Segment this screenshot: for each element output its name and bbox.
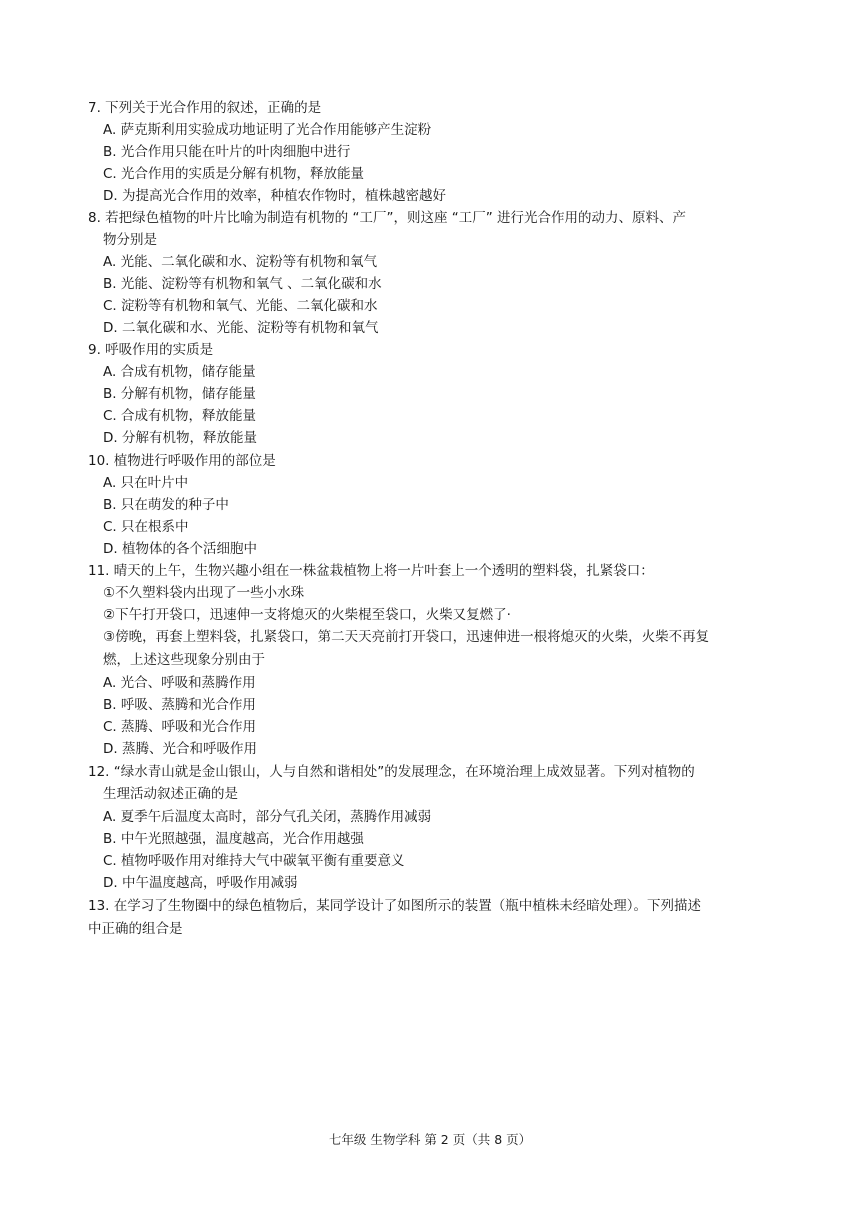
question-8-option-a: A. 光能、二氧化碳和水、淀粉等有机物和氧气: [103, 254, 378, 270]
question-8-option-c: C. 淀粉等有机物和氧气、光能、二氧化碳和水: [103, 298, 378, 314]
question-10-option-b: B. 只在萌发的种子中: [103, 497, 229, 513]
question-7-stem: 7. 下列关于光合作用的叙述，正确的是: [88, 100, 322, 116]
question-10-stem: 10. 植物进行呼吸作用的部位是: [88, 453, 276, 469]
question-8-option-b: B. 光能、淀粉等有机物和氧气 、二氧化碳和水: [103, 276, 382, 292]
question-12-option-b: B. 中午光照越强，温度越高，光合作用越强: [103, 831, 364, 847]
question-11-stem-continued: 燃，上述这些现象分别由于: [103, 652, 265, 668]
question-9-option-b: B. 分解有机物，储存能量: [103, 386, 256, 402]
page-footer: 七年级 生物学科 第 2 页（共 8 页）: [328, 1132, 532, 1147]
question-8-stem: 8. 若把绿色植物的叶片比喻为制造有机物的 “工厂”，则这座 “工厂” 进行光合作用的动力、原料、产: [88, 210, 687, 226]
question-12-option-a: A. 夏季午后温度太高时，部分气孔关闭，蒸腾作用减弱: [103, 809, 432, 825]
question-8-option-d: D. 二氧化碳和水、光能、淀粉等有机物和氧气: [103, 320, 379, 336]
question-12-stem-continued: 生理活动叙述正确的是: [103, 786, 238, 802]
question-7-option-d: D. 为提高光合作用的效率，种植农作物时，植株越密越好: [103, 188, 446, 204]
question-12-option-d: D. 中午温度越高，呼吸作用减弱: [103, 875, 298, 891]
question-11-observation-1: ①不久塑料袋内出现了一些小水珠: [103, 585, 305, 601]
question-7-option-a: A. 萨克斯利用实验成功地证明了光合作用能够产生淀粉: [103, 122, 432, 138]
question-13-stem: 13. 在学习了生物圈中的绿色植物后，某同学设计了如图所示的装置（瓶中植株未经暗处理）。下列描述: [88, 898, 702, 914]
question-9-stem: 9. 呼吸作用的实质是: [88, 342, 214, 358]
question-10-option-c: C. 只在根系中: [103, 519, 189, 535]
question-7-option-b: B. 光合作用只能在叶片的叶肉细胞中进行: [103, 144, 351, 160]
question-11-observation-2: ②下午打开袋口，迅速伸一支将熄灭的火柴棍至袋口，火柴又复燃了·: [103, 607, 511, 623]
question-11-option-d: D. 蒸腾、光合和呼吸作用: [103, 741, 257, 757]
question-11-stem: 11. 晴天的上午，生物兴趣小组在一株盆栽植物上将一片叶套上一个透明的塑料袋，扎紧袋口：: [88, 563, 654, 579]
question-10-option-a: A. 只在叶片中: [103, 475, 189, 491]
question-8-stem-continued: 物分别是: [103, 232, 157, 248]
question-10-option-d: D. 植物体的各个活细胞中: [103, 541, 257, 557]
question-13-stem-continued: 中正确的组合是: [88, 921, 183, 937]
question-11-observation-3: ③傍晚，再套上塑料袋，扎紧袋口，第二天天亮前打开袋口，迅速伸进一根将熄灭的火柴，火柴不再复: [103, 629, 710, 645]
question-11-option-a: A. 光合、呼吸和蒸腾作用: [103, 675, 256, 691]
question-12-stem: 12. “绿水青山就是金山银山，人与自然和谐相处”的发展理念，在环境治理上成效显著。下列对植物的: [88, 764, 695, 780]
question-9-option-d: D. 分解有机物，释放能量: [103, 430, 257, 446]
question-7-option-c: C. 光合作用的实质是分解有机物，释放能量: [103, 166, 365, 182]
question-11-option-b: B. 呼吸、蒸腾和光合作用: [103, 697, 256, 713]
question-9-option-c: C. 合成有机物，释放能量: [103, 408, 257, 424]
question-9-option-a: A. 合成有机物，储存能量: [103, 364, 256, 380]
question-11-option-c: C. 蒸腾、呼吸和光合作用: [103, 719, 257, 735]
question-12-option-c: C. 植物呼吸作用对维持大气中碳氧平衡有重要意义: [103, 853, 405, 869]
